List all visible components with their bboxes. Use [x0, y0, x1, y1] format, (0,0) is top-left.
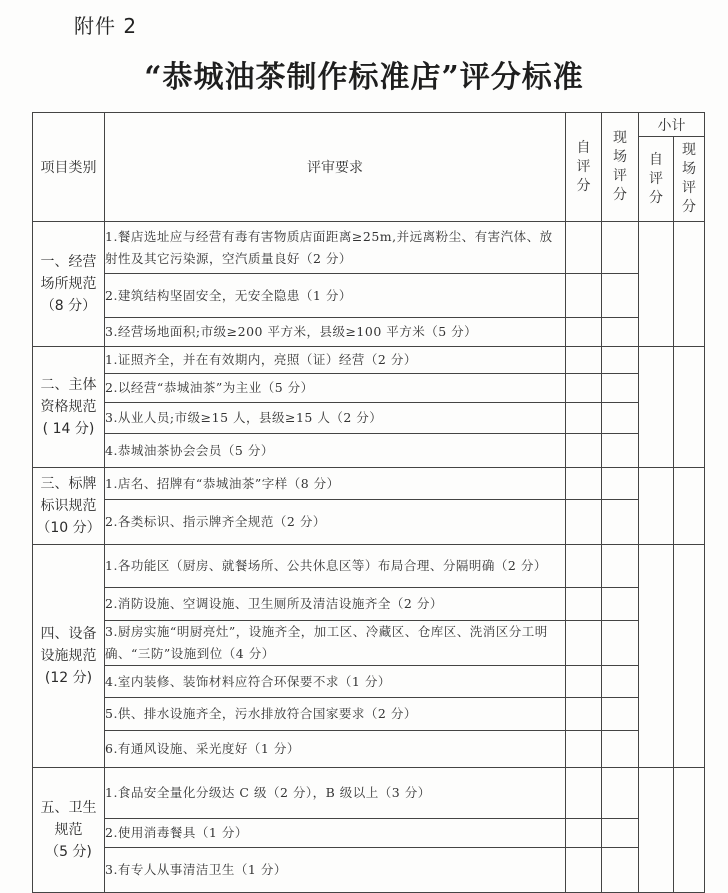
self-score-cell[interactable] — [566, 621, 602, 666]
table-row — [33, 768, 705, 819]
table-row — [33, 318, 705, 347]
requirement-cell: 4.恭城油茶协会会员（5 分） — [105, 434, 566, 468]
onsite-score-cell[interactable] — [602, 731, 639, 768]
category-line: 一、经营 — [40, 254, 97, 270]
self-score-cell[interactable] — [566, 347, 602, 374]
category-line: 资格规范 — [40, 399, 97, 415]
subtotal-onsite-cell[interactable] — [674, 545, 705, 768]
category-line: 二、主体 — [40, 377, 97, 393]
self-score-cell[interactable] — [566, 500, 602, 545]
table-row — [33, 621, 705, 666]
onsite-score-cell[interactable] — [602, 347, 639, 374]
subtotal-onsite-cell[interactable] — [674, 222, 705, 347]
onsite-score-cell[interactable] — [602, 848, 639, 893]
table-header — [33, 113, 705, 222]
self-score-cell[interactable] — [566, 768, 602, 819]
requirement-cell: 1.餐店选址应与经营有毒有害物质店面距离≥25m,并远离粉尘、有害汽体、放射性及其它污染源，空汽质量良好（2 分） — [105, 222, 566, 274]
category-line: 五、卫生 — [40, 800, 97, 816]
scoring-table — [32, 112, 705, 893]
onsite-score-cell[interactable] — [602, 222, 639, 274]
header-subtotal-onsite — [674, 137, 705, 222]
header-requirement: 评审要求 — [105, 113, 566, 222]
header-self-score — [566, 113, 602, 222]
category-line: （8 分） — [40, 298, 97, 314]
subtotal-onsite-cell[interactable] — [674, 347, 705, 468]
category-line: （10 分） — [36, 520, 101, 536]
requirement-cell: 1.各功能区（厨房、就餐场所、公共休息区等）布局合理、分隔明确（2 分） — [105, 545, 566, 588]
table-row — [33, 347, 705, 374]
category-line: (12 分) — [44, 670, 93, 686]
self-score-cell[interactable] — [566, 374, 602, 403]
header-subtotal-self-text: 自评分 — [649, 151, 663, 206]
onsite-score-cell[interactable] — [602, 768, 639, 819]
requirement-cell: 2.建筑结构坚固安全，无安全隐患（1 分） — [105, 274, 566, 318]
self-score-cell[interactable] — [566, 434, 602, 468]
onsite-score-cell[interactable] — [602, 500, 639, 545]
onsite-score-cell[interactable] — [602, 274, 639, 318]
requirement-cell: 2.以经营“恭城油茶”为主业（5 分） — [105, 374, 566, 403]
self-score-cell[interactable] — [566, 731, 602, 768]
category-line: 场所规范 — [40, 276, 97, 292]
header-onsite-score-text: 现场评分 — [613, 130, 627, 203]
requirement-cell: 3.厨房实施“明厨亮灶”，设施齐全，加工区、冷藏区、仓库区、洗消区分工明确、“三防”设施到位（4 分） — [105, 621, 566, 666]
onsite-score-cell[interactable] — [602, 318, 639, 347]
onsite-score-cell[interactable] — [602, 468, 639, 500]
category-cell — [33, 545, 105, 768]
category-line: 规范 — [54, 822, 83, 838]
self-score-cell[interactable] — [566, 468, 602, 500]
requirement-cell: 1.证照齐全，并在有效期内，亮照（证）经营（2 分） — [105, 347, 566, 374]
requirement-cell: 5.供、排水设施齐全，污水排放符合国家要求（2 分） — [105, 698, 566, 731]
self-score-cell[interactable] — [566, 222, 602, 274]
table-row — [33, 274, 705, 318]
self-score-cell[interactable] — [566, 698, 602, 731]
table-row — [33, 666, 705, 698]
attachment-label: 附件 2 — [74, 14, 138, 38]
self-score-cell[interactable] — [566, 848, 602, 893]
table-body — [33, 222, 705, 893]
document-title: “恭城油茶制作标准店”评分标准 — [144, 60, 584, 95]
subtotal-self-cell[interactable] — [639, 545, 674, 768]
requirement-cell: 1.店名、招牌有“恭城油茶”字样（8 分） — [105, 468, 566, 500]
category-cell — [33, 468, 105, 545]
self-score-cell[interactable] — [566, 274, 602, 318]
header-subtotal-self — [639, 137, 674, 222]
header-subtotal: 小计 — [639, 113, 705, 137]
requirement-cell: 3.从业人员;市级≥15 人，县级≥15 人（2 分） — [105, 403, 566, 434]
table-row — [33, 374, 705, 403]
requirement-cell: 2.消防设施、空调设施、卫生厕所及清洁设施齐全（2 分） — [105, 588, 566, 621]
table-row — [33, 848, 705, 893]
onsite-score-cell[interactable] — [602, 621, 639, 666]
requirement-cell: 3.有专人从事清洁卫生（1 分） — [105, 848, 566, 893]
requirement-cell: 2.使用消毒餐具（1 分） — [105, 819, 566, 848]
table-row — [33, 468, 705, 500]
category-line: 三、标牌 — [40, 476, 97, 492]
table-row — [33, 545, 705, 588]
onsite-score-cell[interactable] — [602, 403, 639, 434]
category-line: （5 分) — [45, 844, 92, 860]
subtotal-self-cell[interactable] — [639, 468, 674, 545]
header-onsite-score — [602, 113, 639, 222]
onsite-score-cell[interactable] — [602, 819, 639, 848]
table-row — [33, 403, 705, 434]
table-row — [33, 698, 705, 731]
onsite-score-cell[interactable] — [602, 374, 639, 403]
onsite-score-cell[interactable] — [602, 434, 639, 468]
category-line: 设施规范 — [40, 648, 97, 664]
subtotal-self-cell[interactable] — [639, 222, 674, 347]
requirement-cell: 3.经营场地面积;市级≥200 平方米，县级≥100 平方米（5 分） — [105, 318, 566, 347]
subtotal-onsite-cell[interactable] — [674, 468, 705, 545]
category-line: 标识规范 — [40, 498, 97, 514]
onsite-score-cell[interactable] — [602, 545, 639, 588]
header-subtotal-onsite-text: 现场评分 — [682, 142, 696, 215]
table-row — [33, 434, 705, 468]
category-line: 四、设备 — [40, 626, 97, 642]
category-cell — [33, 347, 105, 468]
category-line: ( 14 分) — [42, 421, 95, 437]
category-cell — [33, 222, 105, 347]
subtotal-self-cell[interactable] — [639, 347, 674, 468]
subtotal-onsite-cell[interactable] — [674, 768, 705, 893]
requirement-cell: 2.各类标识、指示牌齐全规范（2 分） — [105, 500, 566, 545]
subtotal-self-cell[interactable] — [639, 768, 674, 893]
table-row — [33, 819, 705, 848]
requirement-cell: 6.有通风设施、采光度好（1 分） — [105, 731, 566, 768]
table-row — [33, 222, 705, 274]
self-score-cell[interactable] — [566, 545, 602, 588]
self-score-cell[interactable] — [566, 588, 602, 621]
table-row — [33, 588, 705, 621]
requirement-cell: 4.室内装修、装饰材料应符合环保要不求（1 分） — [105, 666, 566, 698]
self-score-cell[interactable] — [566, 403, 602, 434]
header-category: 项目类别 — [33, 113, 105, 222]
table-row — [33, 731, 705, 768]
header-self-score-text: 自评分 — [576, 139, 591, 194]
onsite-score-cell[interactable] — [602, 666, 639, 698]
table-row — [33, 500, 705, 545]
onsite-score-cell[interactable] — [602, 588, 639, 621]
requirement-cell: 1.食品安全量化分级达 C 级（2 分），B 级以上（3 分） — [105, 768, 566, 819]
self-score-cell[interactable] — [566, 318, 602, 347]
category-cell — [33, 768, 105, 893]
self-score-cell[interactable] — [566, 666, 602, 698]
self-score-cell[interactable] — [566, 819, 602, 848]
onsite-score-cell[interactable] — [602, 698, 639, 731]
